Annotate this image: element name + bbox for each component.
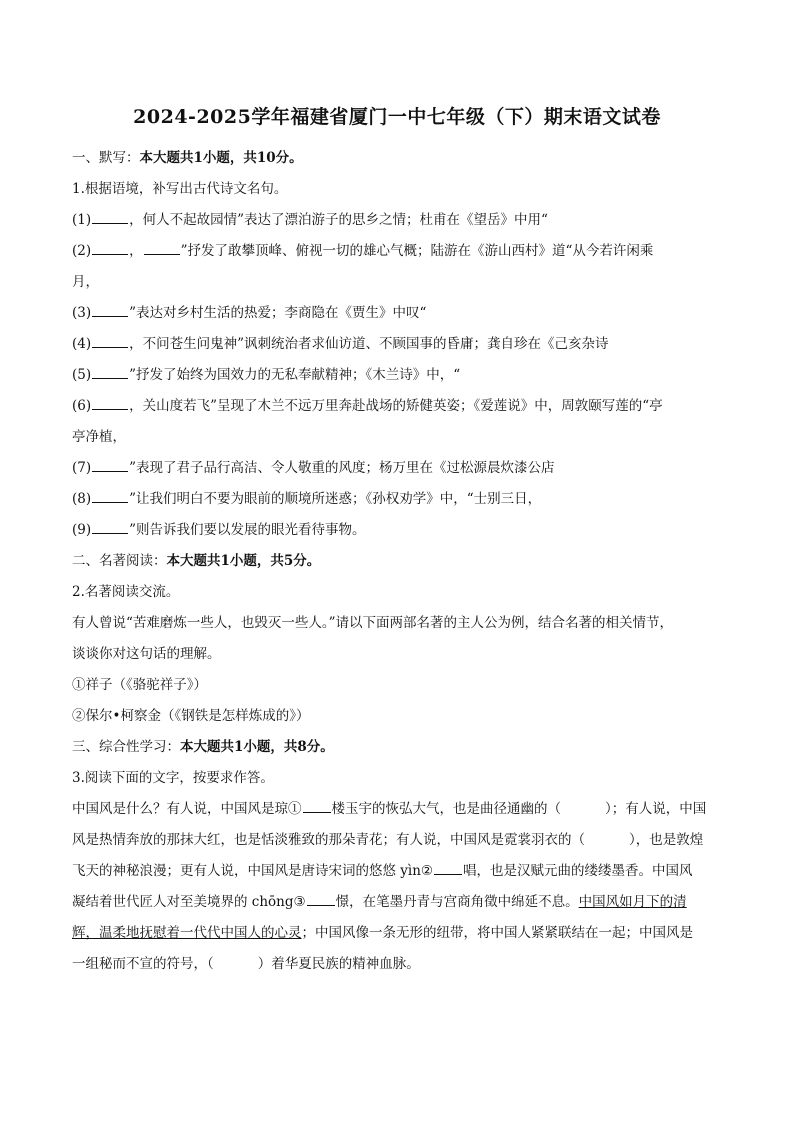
section-3-header bbox=[72, 732, 724, 763]
item-number: (8) bbox=[72, 491, 92, 507]
answer-blank[interactable] bbox=[434, 861, 462, 875]
passage-line-6 bbox=[72, 949, 724, 980]
answer-blank[interactable] bbox=[92, 520, 128, 534]
passage-text: ）着华夏民族的精神血脉。 bbox=[257, 956, 420, 972]
section-1-title: 一、默写： bbox=[72, 150, 140, 166]
passage-text: ；中国风像一条无形的纽带，将中国人紧紧联结在一起；中国风是 bbox=[301, 925, 693, 941]
item-text: ， bbox=[129, 243, 143, 259]
section-3-title: 三、综合性学习： bbox=[72, 739, 180, 755]
passage-line-4 bbox=[72, 887, 724, 918]
question-2-prompt-line-1: 有人曾说“苦难磨炼一些人，也毁灭一些人。”请以下面两部名著的主人公为例，结合名著的相关情节， bbox=[72, 615, 674, 631]
q1-item-3 bbox=[72, 298, 724, 329]
item-text: ”表现了君子品行高洁、令人敬重的风度；杨万里在《过松源晨炊漆公店 bbox=[129, 460, 555, 476]
q1-item-2 bbox=[72, 236, 724, 267]
section-2-header bbox=[72, 546, 724, 577]
item-text: ，不问苍生问鬼神”讽刺统治者求仙访道、不顾国事的昏庸；龚自珍在《己亥杂诗 bbox=[129, 336, 609, 352]
exam-content bbox=[72, 143, 724, 980]
item-number: (5) bbox=[72, 367, 92, 383]
question-2-prompt-line-2: 谈谈你对这句话的理解。 bbox=[72, 646, 221, 662]
q1-item-7 bbox=[72, 453, 724, 484]
q1-item-2-cont: 月， bbox=[72, 274, 99, 290]
section-2-desc: 本大题共1小题，共5分。 bbox=[166, 553, 321, 569]
answer-blank[interactable] bbox=[92, 241, 128, 255]
q1-item-1 bbox=[72, 205, 724, 236]
item-number: (2) bbox=[72, 243, 92, 259]
answer-blank[interactable] bbox=[303, 799, 331, 813]
item-text: ”则告诉我们要以发展的眼光看待事物。 bbox=[129, 522, 366, 538]
q1-item-4 bbox=[72, 329, 724, 360]
exam-title: 2024-2025学年福建省厦门一中七年级（下）期末语文试卷 bbox=[133, 106, 661, 128]
answer-blank[interactable] bbox=[92, 303, 128, 317]
question-2-option-1: ①祥子（《骆驼祥子》） bbox=[72, 677, 207, 693]
passage-text: 憬，在笔墨丹青与宫商角徵中绵延不息。 bbox=[335, 894, 579, 910]
section-3-desc: 本大题共1小题，共8分。 bbox=[180, 739, 334, 755]
q1-item-8 bbox=[72, 484, 724, 515]
item-number: (3) bbox=[72, 305, 92, 321]
answer-blank[interactable] bbox=[92, 396, 128, 410]
item-text: ”让我们明白不要为眼前的顺境所迷惑；《孙权劝学》中，“士别三日， bbox=[129, 491, 542, 507]
passage-line-5 bbox=[72, 918, 724, 949]
question-2-option-2: ②保尔•柯察金（《钢铁是怎样炼成的》） bbox=[72, 708, 310, 724]
answer-blank[interactable] bbox=[144, 241, 180, 255]
passage-text: 飞天的神秘浪漫；更有人说，中国风是唐诗宋词的悠悠 yìn② bbox=[72, 863, 434, 879]
item-number: (9) bbox=[72, 522, 92, 538]
item-number: (7) bbox=[72, 460, 92, 476]
passage-text: ），也是敦煌 bbox=[629, 832, 704, 848]
section-1-desc: 本大题共1小题，共10分。 bbox=[139, 150, 303, 166]
item-number: (4) bbox=[72, 336, 92, 352]
answer-blank[interactable] bbox=[307, 892, 335, 906]
item-text: ”表达对乡村生活的热爱；李商隐在《贾生》中叹“ bbox=[129, 305, 427, 321]
answer-blank[interactable] bbox=[92, 489, 128, 503]
passage-line-2 bbox=[72, 825, 724, 856]
section-1-header bbox=[72, 143, 724, 174]
question-2-stem: 2.名著阅读交流。 bbox=[72, 584, 180, 600]
passage-text: 风是热情奔放的那抹大红，也是恬淡雅致的那朵青花；有人说，中国风是霓裳羽衣的（ bbox=[72, 832, 585, 848]
item-text: ”抒发了始终为国效力的无私奉献精神；《木兰诗》中，“ bbox=[129, 367, 461, 383]
question-3-stem: 3.阅读下面的文字，按要求作答。 bbox=[72, 770, 274, 786]
item-number: (1) bbox=[72, 212, 92, 228]
question-1-stem: 1.根据语境，补写出古代诗文名句。 bbox=[72, 181, 288, 197]
item-text: ，关山度若飞”呈现了木兰不远万里奔赴战场的矫健英姿；《爱莲说》中，周敦颐写莲的“亭 bbox=[129, 398, 663, 414]
passage-text: 唱，也是汉赋元曲的缕缕墨香。中国风 bbox=[463, 863, 693, 879]
q1-item-5 bbox=[72, 360, 724, 391]
section-2-title: 二、名著阅读： bbox=[72, 553, 167, 569]
passage-line-3 bbox=[72, 856, 724, 887]
passage-text: 凝结着世代匠人对至美境界的 chōng③ bbox=[72, 894, 306, 910]
answer-blank[interactable] bbox=[92, 210, 128, 224]
item-text: ”抒发了敢攀顶峰、俯视一切的雄心气概；陆游在《游山西村》道“从今若许闲乘 bbox=[180, 243, 654, 259]
passage-text: 楼玉宇的恢弘大气，也是曲径通幽的（ bbox=[331, 801, 561, 817]
passage-text: 中国风是什么？有人说，中国风是琼① bbox=[72, 801, 302, 817]
q1-item-9 bbox=[72, 515, 724, 546]
passage-line-1 bbox=[72, 794, 724, 825]
underlined-sentence: 辉，温柔地抚慰着一代代中国人的心灵 bbox=[72, 925, 302, 941]
answer-blank[interactable] bbox=[92, 458, 128, 472]
answer-blank[interactable] bbox=[92, 334, 128, 348]
underlined-sentence: 中国风如月下的清 bbox=[578, 894, 687, 910]
q1-item-6 bbox=[72, 391, 724, 422]
passage-text: ）；有人说，中国 bbox=[605, 801, 707, 817]
passage-text: 一组秘而不宣的符号，（ bbox=[72, 956, 214, 972]
item-number: (6) bbox=[72, 398, 92, 414]
item-text: ，何人不起故园情”表达了漂泊游子的思乡之情；杜甫在《望岳》中用“ bbox=[129, 212, 548, 228]
answer-blank[interactable] bbox=[92, 365, 128, 379]
q1-item-6-cont: 亭净植， bbox=[72, 429, 126, 445]
